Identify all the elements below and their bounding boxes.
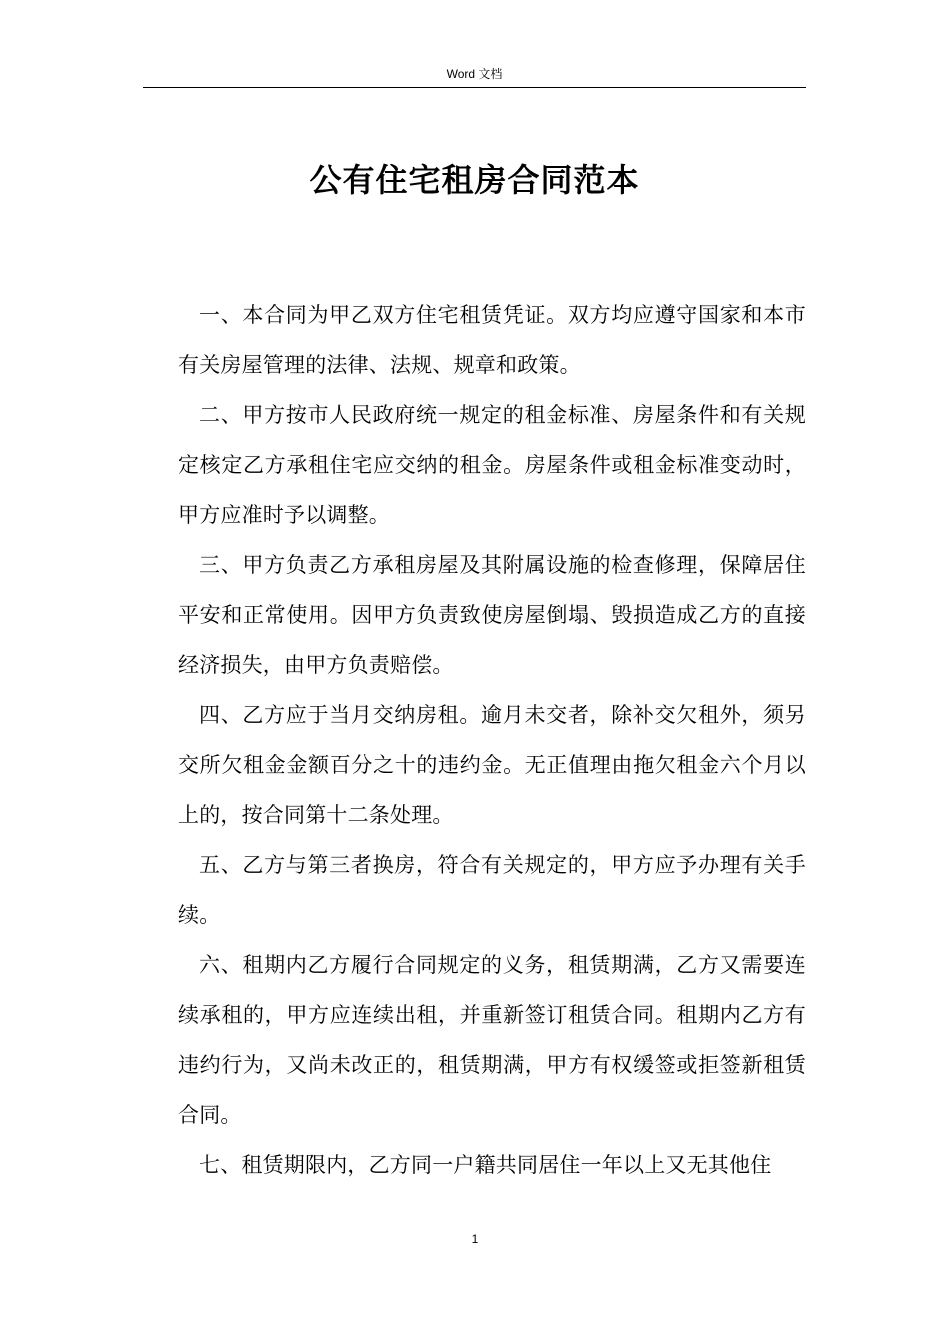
header-divider [143, 87, 806, 88]
paragraph-clause-3: 三、甲方负责乙方承租房屋及其附属设施的检查修理，保障居住平安和正常使用。因甲方负责致使房屋倒塌、毁损造成乙方的直接经济损失，由甲方负责赔偿。 [178, 553, 806, 677]
paragraph-clause-1: 一、本合同为甲乙双方住宅租赁凭证。双方均应遵守国家和本市有关房屋管理的法律、法规、规章和政策。 [178, 303, 806, 377]
paragraph-clause-5: 五、乙方与第三者换房，符合有关规定的，甲方应予办理有关手续。 [178, 853, 806, 927]
document-title: 公有住宅租房合同范本 [309, 161, 640, 199]
paragraph-clause-4: 四、乙方应于当月交纳房租。逾月未交者，除补交欠租外，须另交所欠租金金额百分之十的违约金。无正值理由拖欠租金六个月以上的，按合同第十二条处理。 [178, 703, 806, 827]
paragraph-clause-7: 七、租赁期限内，乙方同一户籍共同居住一年以上又无其他住 [199, 1153, 772, 1177]
paragraph-clause-2: 二、甲方按市人民政府统一规定的租金标准、房屋条件和有关规定核定乙方承租住宅应交纳的租金。房屋条件或租金标准变动时，甲方应准时予以调整。 [178, 403, 806, 527]
page-header [143, 0, 806, 90]
document-body [178, 290, 806, 1190]
page-number: 1 [471, 1232, 479, 1246]
paragraph-clause-6: 六、租期内乙方履行合同规定的义务，租赁期满，乙方又需要连续承租的，甲方应连续出租，并重新签订租赁合同。租期内乙方有违约行为，又尚未改正的，租赁期满，甲方有权缓签或拒签新租赁合同。 [178, 953, 806, 1127]
header-label: Word 文档 [446, 67, 503, 81]
